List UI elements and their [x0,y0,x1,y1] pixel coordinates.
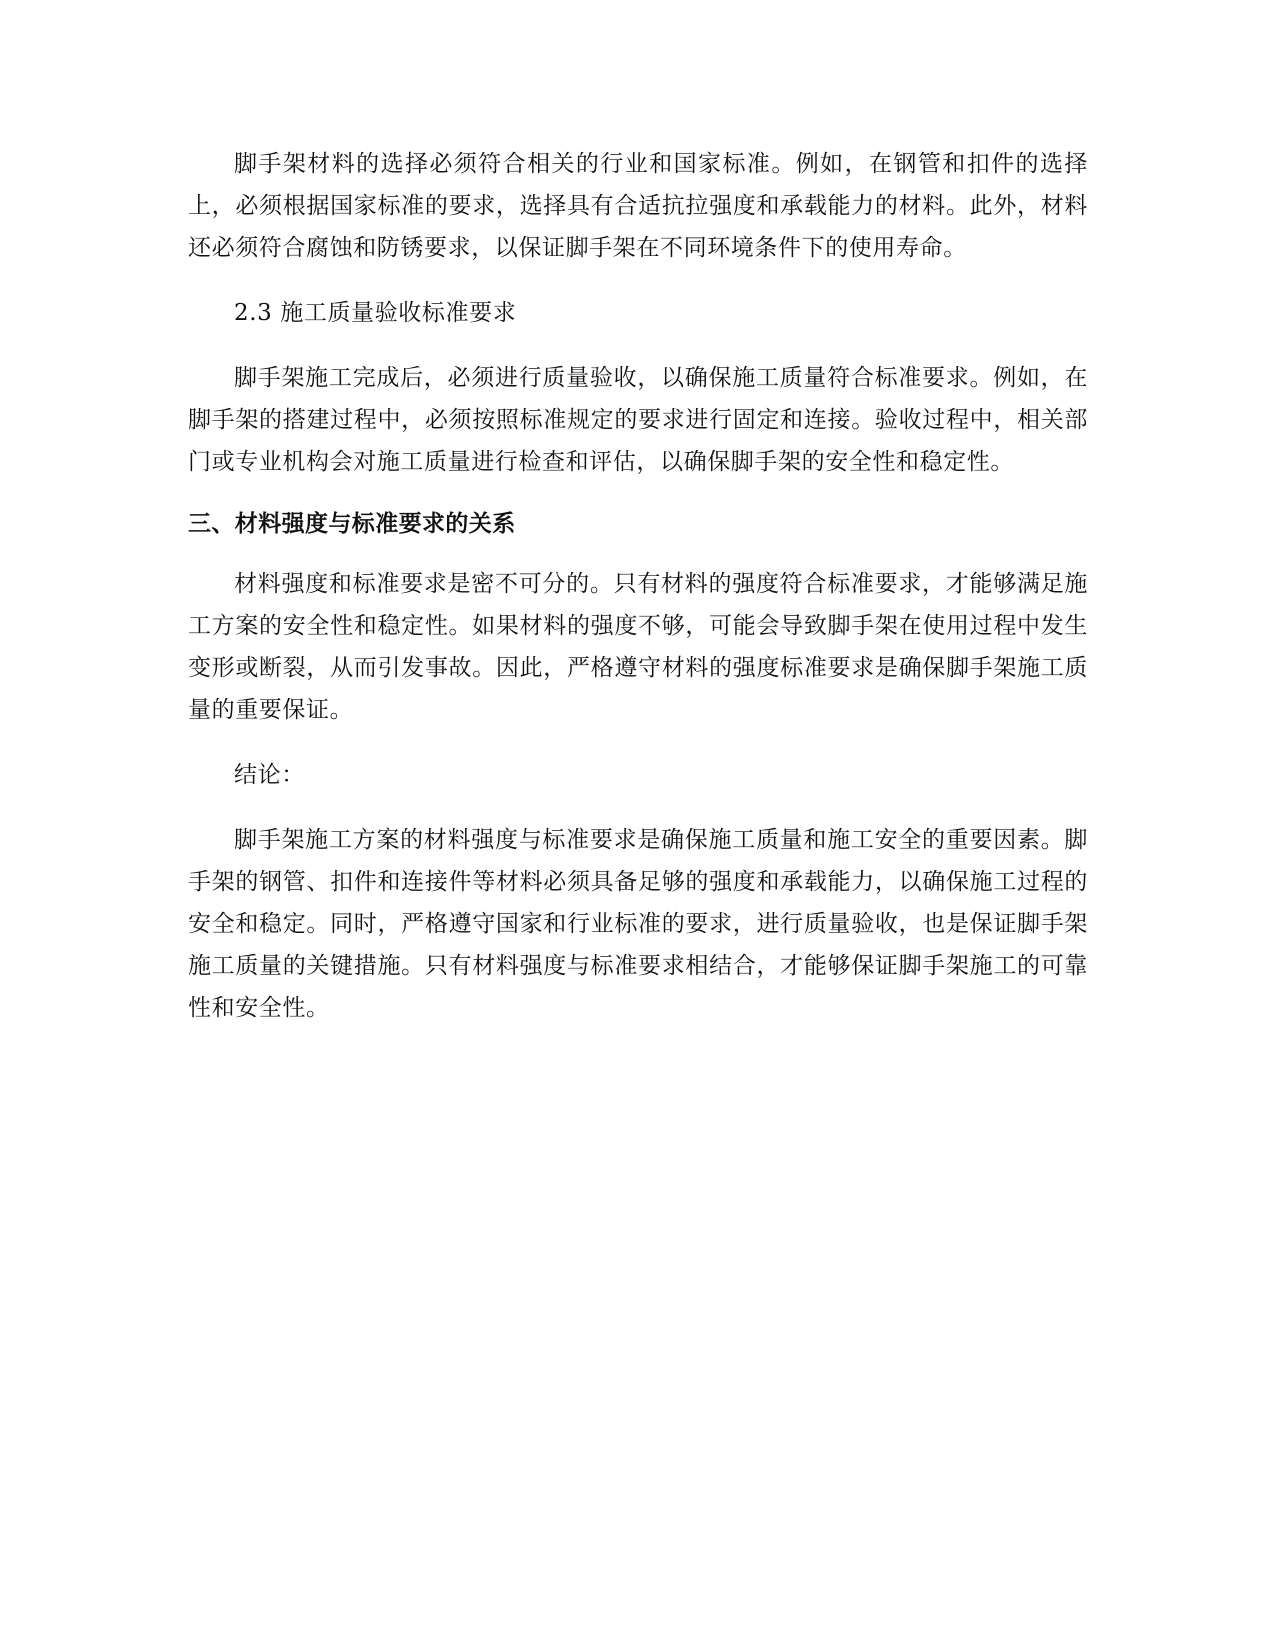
document-body [188,143,1088,1029]
conclusion-label: 结论： [234,762,305,788]
paragraph-conclusion: 脚手架施工方案的材料强度与标准要求是确保施工质量和施工安全的重要因素。脚手架的钢管、扣件和连接件等材料必须具备足够的强度和承载能力，以确保施工过程的安全和稳定。同时，严格遵守国家和行业标准的要求，进行质量验收，也是保证脚手架施工质量的关键措施。只有材料强度与标准要求相结合，才能够保证脚手架施工的可靠性和安全性。 [188,827,1088,1021]
paragraph-quality-acceptance: 脚手架施工完成后，必须进行质量验收，以确保施工质量符合标准要求。例如，在脚手架的搭建过程中，必须按照标准规定的要求进行固定和连接。验收过程中，相关部门或专业机构会对施工质量进行检查和评估，以确保脚手架的安全性和稳定性。 [188,365,1088,475]
paragraph-strength-relation: 材料强度和标准要求是密不可分的。只有材料的强度符合标准要求，才能够满足施工方案的安全性和稳定性。如果材料的强度不够，可能会导致脚手架在使用过程中发生变形或断裂，从而引发事故。因此，严格遵守材料的强度标准要求是确保脚手架施工质量的重要保证。 [188,571,1088,723]
paragraph-material-selection: 脚手架材料的选择必须符合相关的行业和国家标准。例如，在钢管和扣件的选择上，必须根据国家标准的要求，选择具有合适抗拉强度和承载能力的材料。此外，材料还必须符合腐蚀和防锈要求，以保证脚手架在不同环境条件下的使用寿命。 [188,151,1088,261]
section-heading-3: 三、材料强度与标准要求的关系 [188,511,516,537]
subheading-2-3: 2.3 施工质量验收标准要求 [234,300,517,326]
